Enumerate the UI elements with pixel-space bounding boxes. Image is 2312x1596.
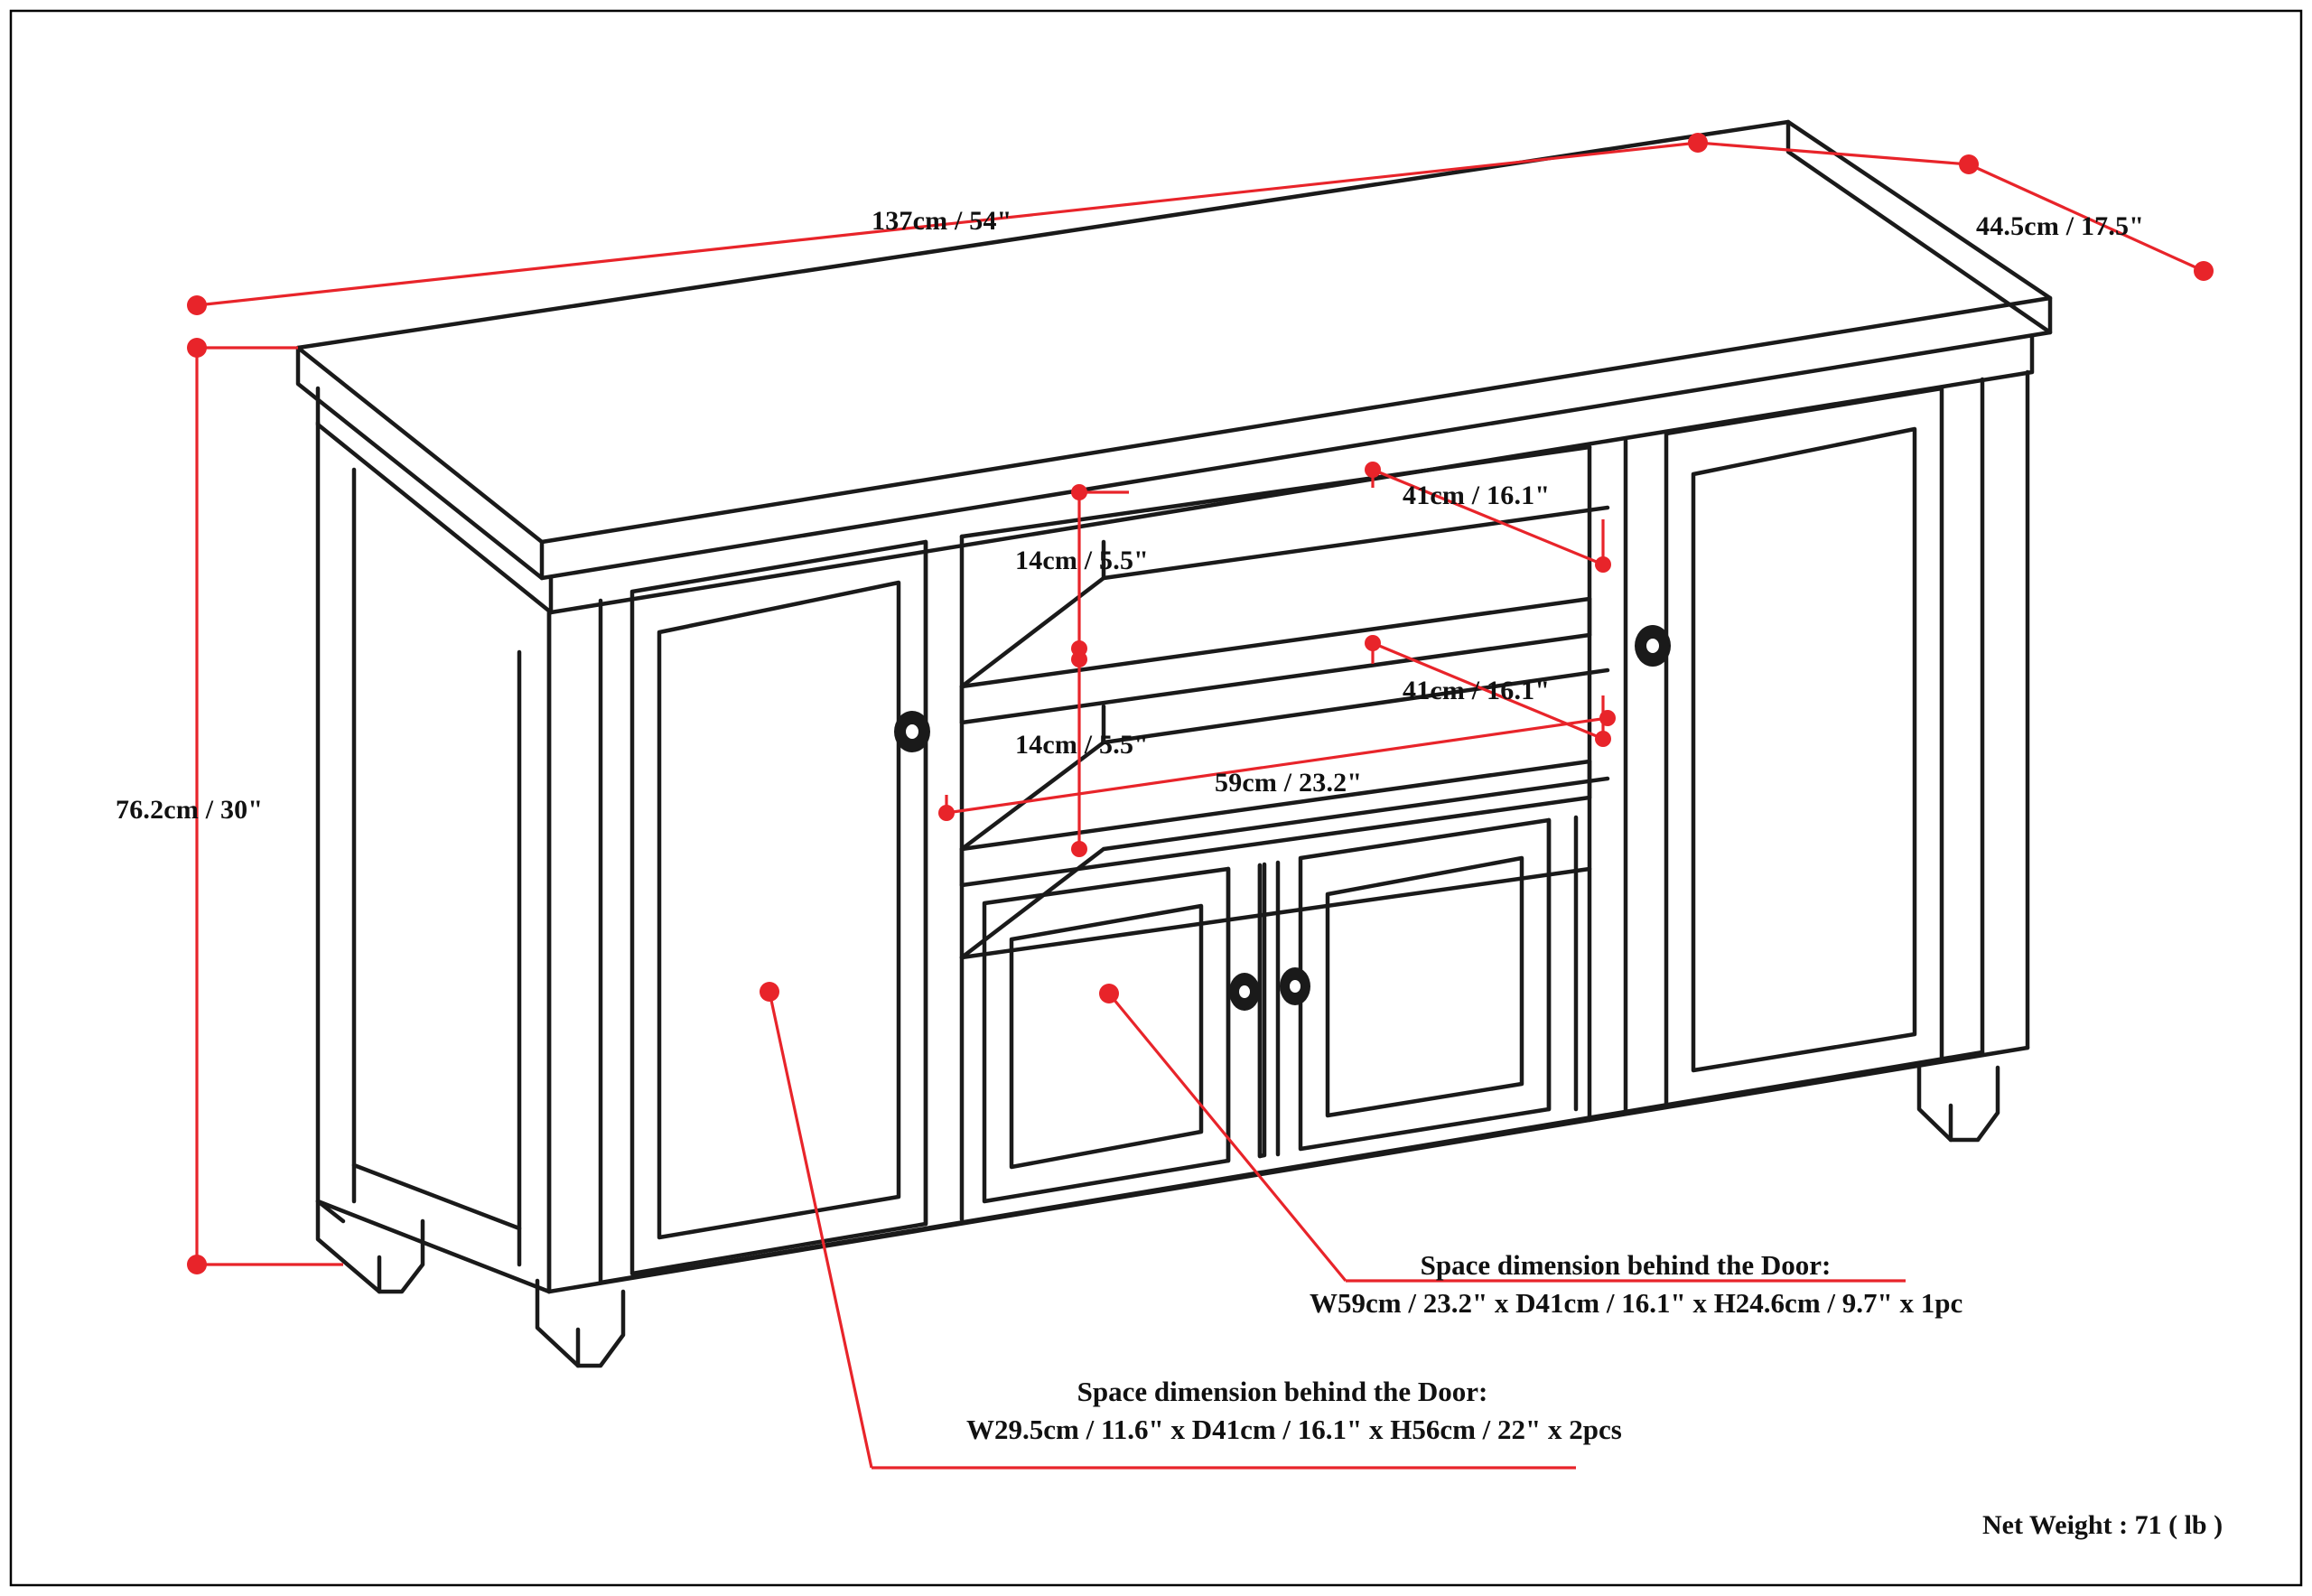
dim-label-width: 137cm / 54" bbox=[872, 206, 1012, 236]
note-side-doors-line2: W29.5cm / 11.6" x D41cm / 16.1" x H56cm / 22" x 2pcs bbox=[966, 1413, 1622, 1445]
note-side-doors-line1: Space dimension behind the Door: bbox=[1077, 1376, 1488, 1407]
dim-label-shelf-depth-upper: 41cm / 16.1" bbox=[1403, 481, 1551, 510]
knob-center-left-door bbox=[1229, 973, 1260, 1011]
dim-label-depth: 44.5cm / 17.5" bbox=[1976, 211, 2145, 241]
dim-label-shelf-height-lower: 14cm / 5.5" bbox=[1015, 730, 1149, 760]
note-center-door-line2: W59cm / 23.2" x D41cm / 16.1" x H24.6cm / 9.7" x 1pc bbox=[1310, 1286, 1963, 1319]
dim-label-height: 76.2cm / 30" bbox=[116, 795, 264, 825]
dim-label-shelf-depth-lower: 41cm / 16.1" bbox=[1403, 676, 1551, 705]
note-side-doors bbox=[966, 1373, 1622, 1449]
knob-left-door bbox=[894, 711, 930, 752]
knob-right-door bbox=[1635, 625, 1671, 667]
note-center-door bbox=[1310, 1246, 1963, 1322]
knob-center-right-door bbox=[1280, 967, 1310, 1005]
dim-label-shelf-width: 59cm / 23.2" bbox=[1215, 768, 1363, 798]
cabinet-outline bbox=[298, 122, 2050, 1366]
note-center-door-line1: Space dimension behind the Door: bbox=[1420, 1249, 1832, 1281]
dim-label-shelf-height-upper: 14cm / 5.5" bbox=[1015, 546, 1149, 575]
net-weight-label: Net Weight : 71 ( lb ) bbox=[1982, 1510, 2223, 1540]
